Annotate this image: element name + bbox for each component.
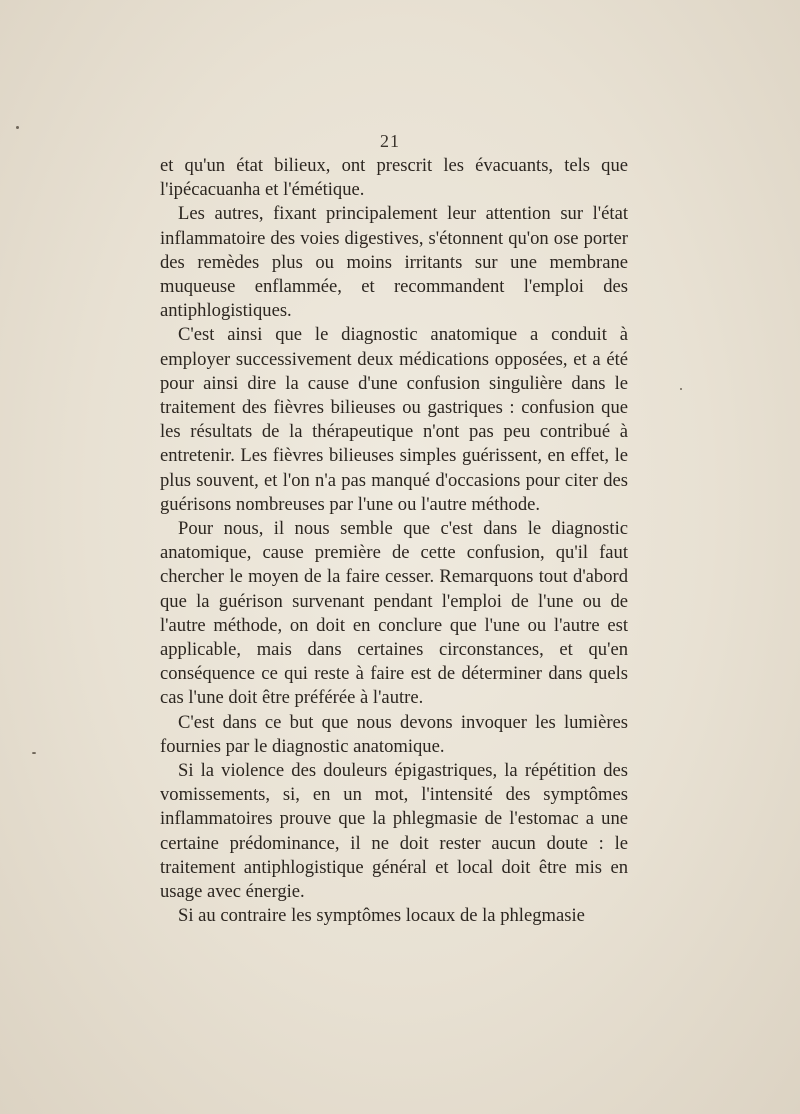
page-number: 21 bbox=[380, 131, 400, 151]
paragraph: Les autres, fixant principalement leur attention sur l'état inflammatoire des voies digestives, s'étonnent qu'on ose porter des remèdes plus ou moins irritants sur une membrane muqueuse enflammée, et recommandent l'emploi des antiphlogistiques. bbox=[160, 203, 628, 322]
paragraph: C'est dans ce but que nous devons invoquer les lumières fournies par le diagnostic anatomique. bbox=[160, 711, 628, 757]
paragraph: Pour nous, il nous semble que c'est dans le diagnostic anatomique, cause première de cette confusion, qu'il faut chercher le moyen de la faire cesser. Remarquons tout d'abord que la guérison survenant pendant l'emploi de l'une ou de l'autre méthode, on doit en conclure que l'une ou l'autre est applicable, mais dans certaines circonstances, et qu'en conséquence ce qui reste à faire est de déterminer dans quels cas l'une doit être préférée à l'autre. bbox=[160, 518, 628, 709]
paragraph: Si au contraire les symptômes locaux de la phlegmasie bbox=[178, 905, 585, 927]
paper-speck bbox=[680, 388, 682, 390]
paper-speck bbox=[32, 752, 36, 754]
paragraph: Si la violence des douleurs épigastriques, la répétition des vomissements, si, en un mot, l'intensité des symptômes inflammatoires prouve que la phlegmasie de l'estomac a une certaine prédominance, il ne doit rester aucun doute : le traitement antiphlogistique général et local doit être mis en usage avec énergie. bbox=[160, 760, 628, 903]
paragraph: C'est ainsi que le diagnostic anatomique a conduit à employer successivement deux médications opposées, et a été pour ainsi dire la cause d'une confusion singulière dans le traitement des fièvres bilieuses ou gastriques : confusion que les résultats de la thérapeutique n'ont pas peu contribué à entretenir. Les fièvres bilieuses simples guérissent, en effet, le plus souvent, et l'on n'a pas manqué d'occasions pour citer des guérisons nombreuses par l'une ou l'autre méthode. bbox=[160, 324, 628, 515]
paper-speck bbox=[16, 126, 19, 129]
paragraph: et qu'un état bilieux, ont prescrit les évacuants, tels que l'ipécacuanha et l'émétique. bbox=[160, 155, 628, 201]
body-text bbox=[160, 154, 628, 929]
